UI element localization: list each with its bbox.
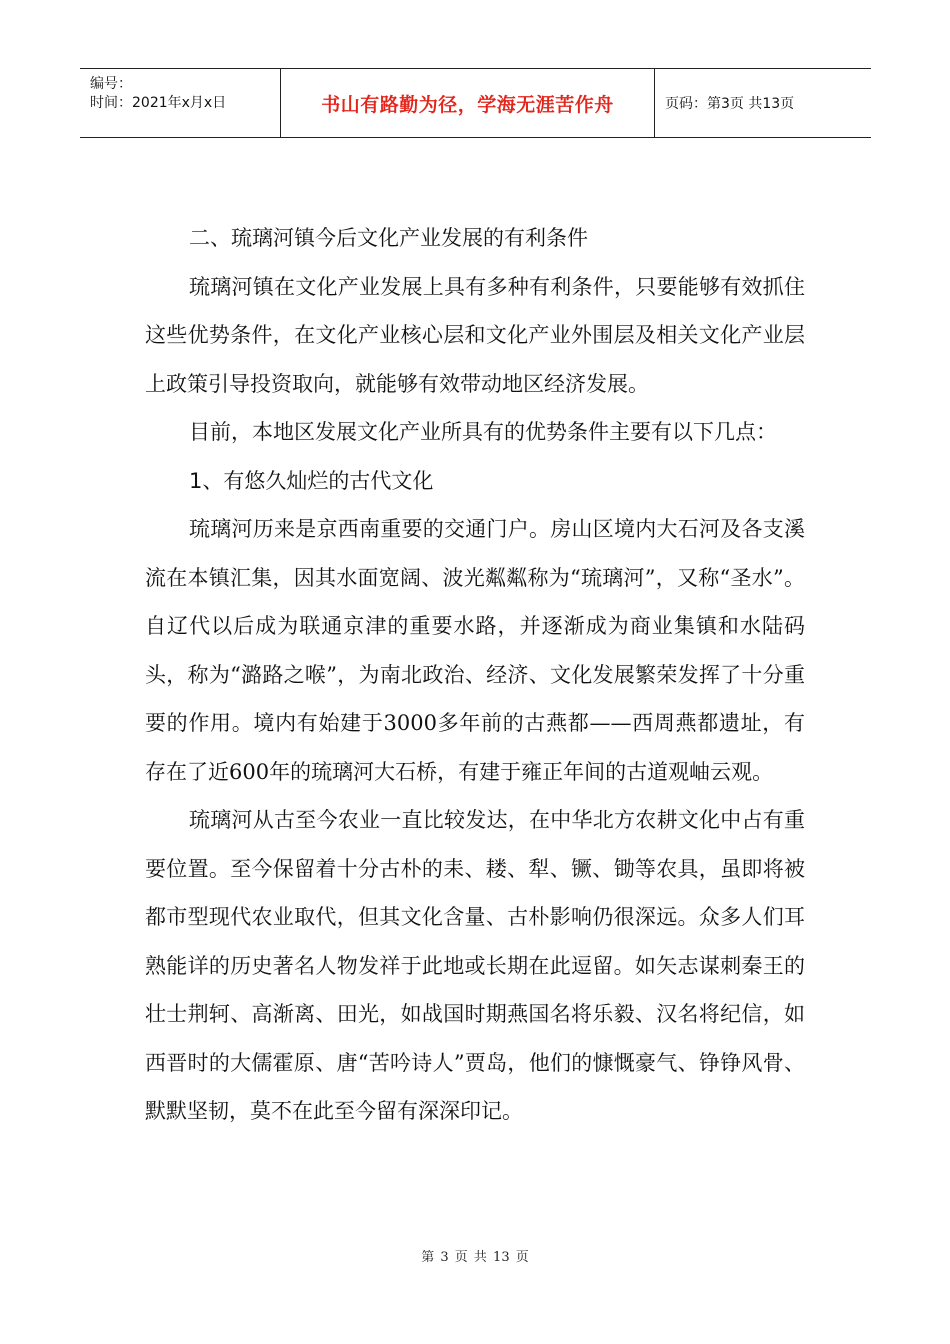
section-heading: 二、琉璃河镇今后文化产业发展的有利条件 [189, 226, 588, 250]
paragraph: 目前，本地区发展文化产业所具有的优势条件主要有以下几点： [189, 420, 777, 444]
header-divider [654, 69, 655, 137]
header-motto: 书山有路勤为径，学海无涯苦作舟 [321, 93, 614, 116]
paragraph: 琉璃河镇在文化产业发展上具有多种有利条件，只要能够有效抓住这些优势条件，在文化产业核心层和文化产业外围层及相关文化产业层上政策引导投资取向，就能够有效带动地区经济发展。 [145, 274, 805, 396]
document-header [80, 68, 871, 138]
sub-heading: 1、有悠久灿烂的古代文化 [189, 468, 434, 493]
page-footer: 第 3 页 共 13 页 [421, 1250, 529, 1265]
serial-number-label: 编号： [90, 76, 132, 92]
paragraph: 琉璃河从古至今农业一直比较发达，在中华北方农耕文化中占有重要位置。至今保留着十分古朴的耒、耧、犁、镢、锄等农具，虽即将被都市型现代农业取代，但其文化含量、古朴影响仍很深远。众多人们耳熟能详的历史著名人物发祥于此地或长期在此逗留。如矢志谋刺秦王的壮士荆轲、高渐离、田光，如战国时期燕国名将乐毅、汉名将纪信，如西晋时的大儒霍原、唐“苦吟诗人”贾岛，他们的慷慨豪气、铮铮风骨、默默坚韧，莫不在此至今留有深深印记。 [145, 808, 805, 1123]
header-meta-cell [80, 69, 280, 137]
header-page-info: 页码：第3页 共13页 [665, 96, 795, 112]
paragraph: 琉璃河历来是京西南重要的交通门户。房山区境内大石河及各支溪流在本镇汇集，因其水面宽阔、波光粼粼称为“琉璃河”，又称“圣水”。自辽代以后成为联通京津的重要水路，并逐渐成为商业集镇和水陆码头，称为“潞路之喉”，为南北政治、经济、文化发展繁荣发挥了十分重要的作用。境内有始建于3000多年前的古燕都——西周燕都遗址，有存在了近600年的琉璃河大石桥，有建于雍正年间的古道观岫云观。 [145, 517, 805, 784]
date-label: 时间：2021年x月x日 [90, 95, 227, 111]
document-body [145, 214, 805, 1136]
